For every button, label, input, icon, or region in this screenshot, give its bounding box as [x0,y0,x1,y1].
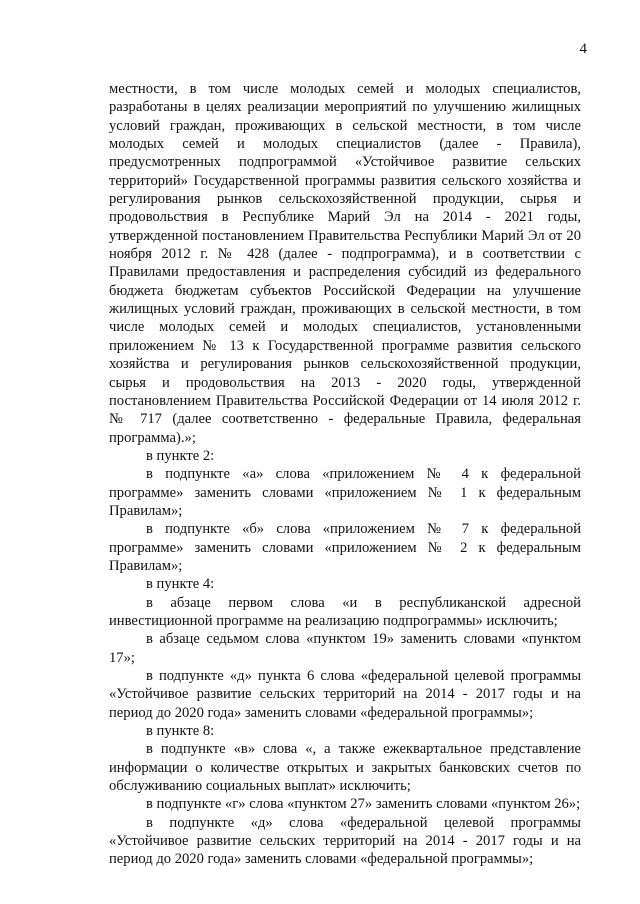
paragraph-subpoint-g: в подпункте «г» слова «пунктом 27» заменить словами «пунктом 26»; [146,796,581,813]
paragraph-continuation: местности, в том числе молодых семей и молодых специалистов, разработаны в целях реализации мероприятий по улучшению жилищных условий граждан, проживающих в сельской местности, в том числе молодых семей и молодых специалистов (далее - Правила), предусмотренных подпрограммой «Устойчивое развитие сельских территорий» Государственной программы развития сельского хозяйства и регулирования рынков сельскохозяйственной продукции, сырья и продовольствия в Республике Марий Эл на 2014 - 2021 годы, утвержденной постановлением Правительства Республики Марий Эл от 20 ноября 2012 г. № 428 (далее - подпрограмма), и в соответствии с Правилами предоставления и распределения субсидий из федерального бюджета бюджетам субъектов Российской Федерации на улучшение жилищных условий граждан, проживающих в сельской местности, в том числе молодых семей и молодых специалистов, установленными приложением № 13 к Государственной программе развития сельского хозяйства и регулирования рынков сельскохозяйственной продукции, сырья и продовольствия на 2013 - 2020 годы, утвержденной постановлением Правительства Российской Федерации от 14 июля 2012 г. № 717 (далее соответственно - федеральные Правила, федеральная программа).»; [109,81,581,446]
paragraph-subpoint-d: в подпункте «д» слова «федеральной целевой программы «Устойчивое развитие сельских территорий на 2014 - 2017 годы и на период до 2020 года» заменить словами «федеральной программы»; [109,814,581,868]
paragraph-subpoint-b: в подпункте «б» слова «приложением № 7 к федеральной программе» заменить словами «приложением № 2 к федеральным Правилам»; [109,521,581,574]
paragraph-point-8-heading: в пункте 8: [146,723,215,740]
paragraph-point-4-heading: в пункте 4: [146,576,215,593]
paragraph-first-abzac: в абзаце первом слова «и в республиканской адресной инвестиционной программе на реализацию подпрограммы» исключить; [109,594,581,629]
paragraph-point-6-subpoint-d: в подпункте «д» пункта 6 слова «федеральной целевой программы «Устойчивое развитие сельских территорий на 2014 - 2017 годы и на период до 2020 года» заменить словами «федеральной программы»; [109,668,581,721]
paragraph-subpoint-v: в подпункте «в» слова «, а также ежеквартальное представление информации о количестве открытых и закрытых банковских счетов по обслуживанию социальных выплат» исключить; [109,741,581,795]
document-body [109,80,581,869]
paragraph-seventh-abzac: в абзаце седьмом слова «пунктом 19» заменить словами «пунктом 17»; [109,631,581,666]
paragraph-subpoint-a: в подпункте «а» слова «приложением № 4 к федеральной программе» заменить словами «приложением № 1 к федеральным Правилам»; [109,466,581,519]
page-number: 4 [579,41,587,57]
paragraph-point-2-heading: в пункте 2: [146,447,215,464]
